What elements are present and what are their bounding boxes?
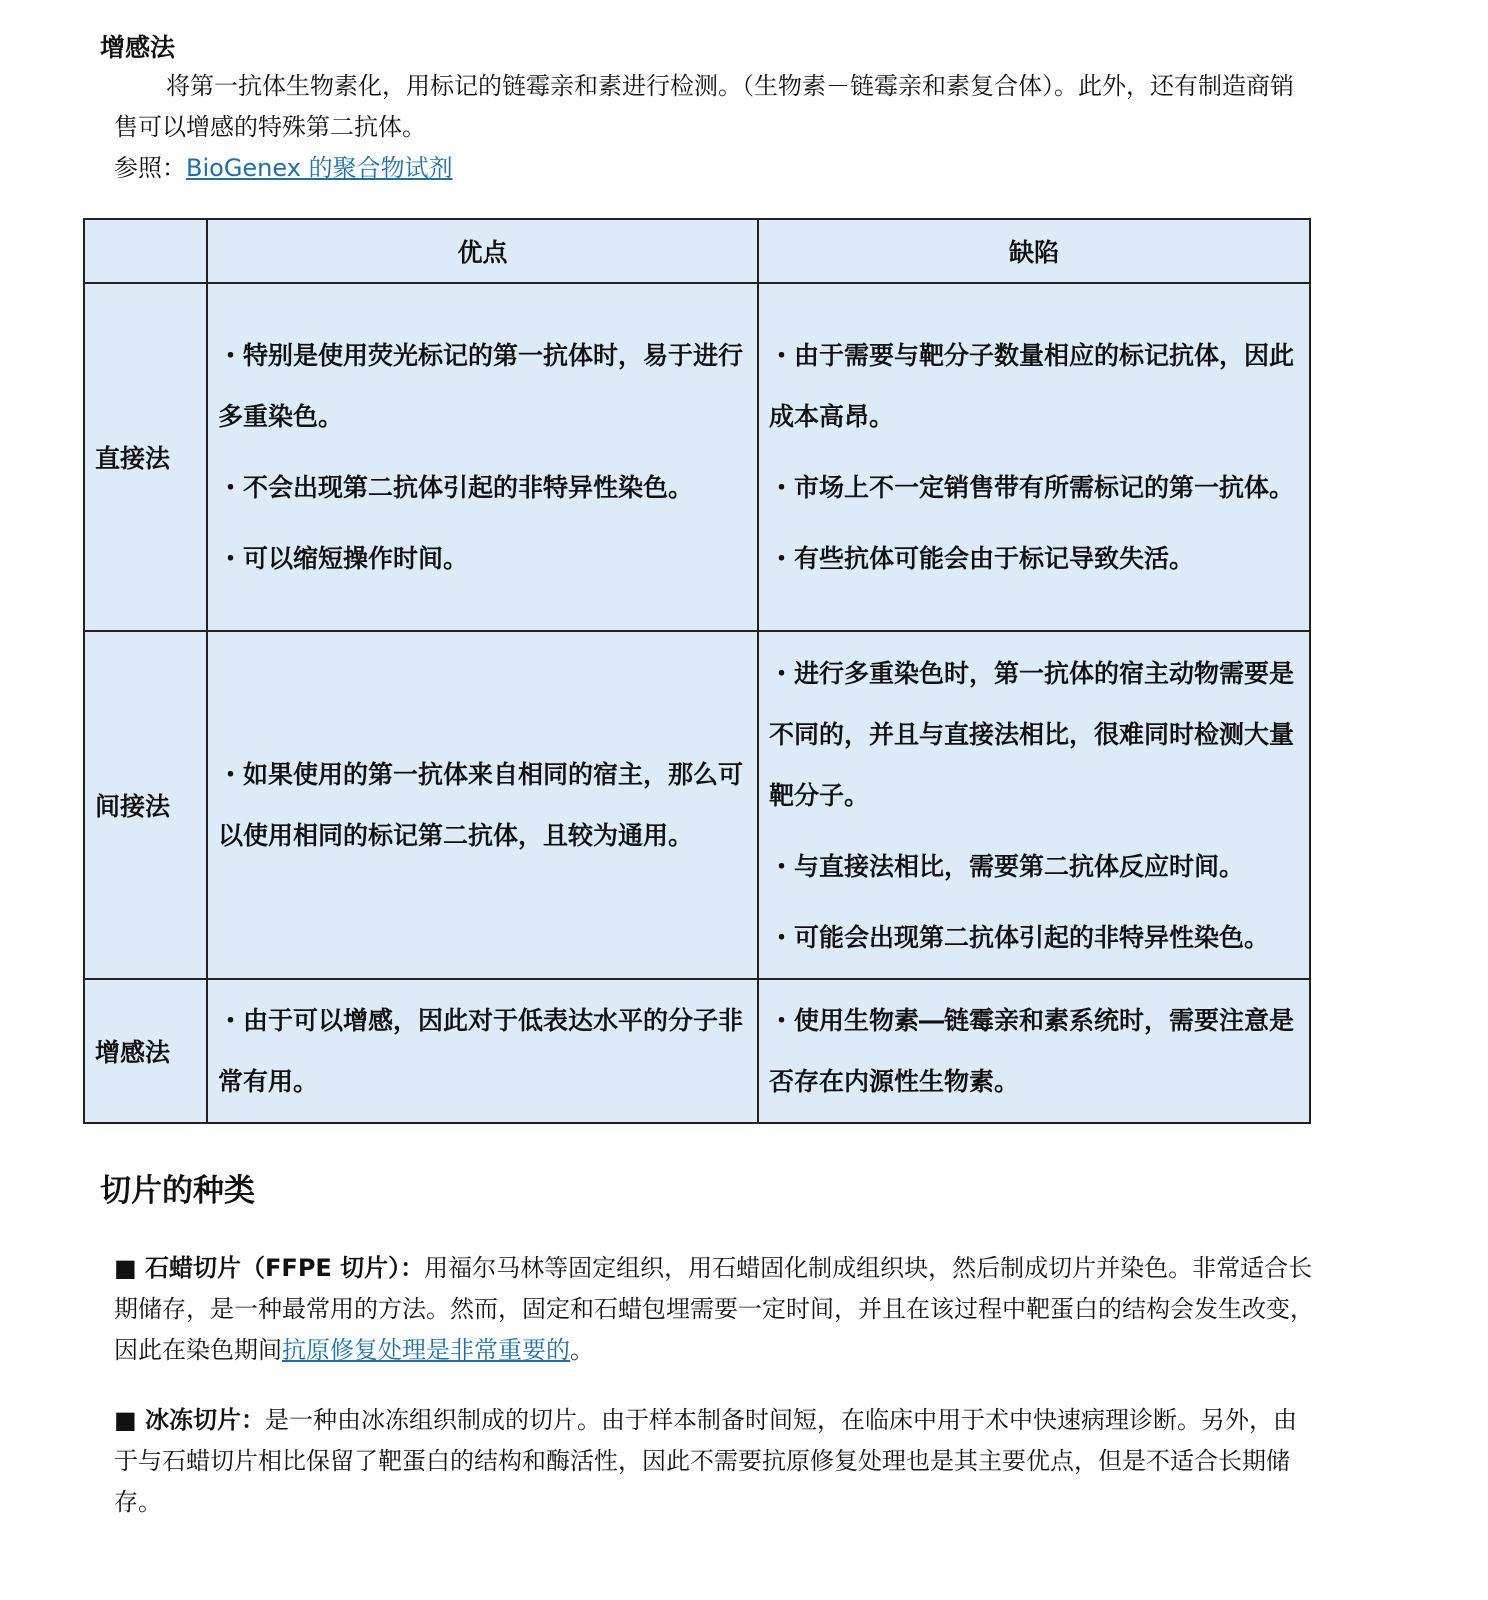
ffpe-term: ■ 石蜡切片（FFPE 切片）： <box>114 1254 425 1282</box>
heading-enhance-method: 增感法 <box>100 33 176 62</box>
list-item: ・进行多重染色时，第一抗体的宿主动物需要是不同的，并且与直接法相比，很难同时检测大量靶分子。 <box>769 658 1295 810</box>
comparison-table <box>83 218 1311 1124</box>
direct-advantages <box>207 283 758 631</box>
direct-disadvantages <box>758 283 1310 631</box>
intro-paragraph: 将第一抗体生物素化，用标记的链霉亲和素进行检测。（生物素－链霉亲和素复合体）。此外，还有制造商销售可以增感的特殊第二抗体。 <box>114 72 1294 141</box>
table-header-row <box>84 219 1310 283</box>
list-item: ・有些抗体可能会由于标记导致失活。 <box>769 544 1195 573</box>
list-item: ・可以缩短操作时间。 <box>218 544 469 573</box>
enhance-advantages <box>207 979 758 1123</box>
list-item: ・不会出现第二抗体引起的非特异性染色。 <box>218 473 694 502</box>
antigen-retrieval-link[interactable]: 抗原修复处理是非常重要的 <box>282 1336 570 1364</box>
list-item: ・与直接法相比，需要第二抗体反应时间。 <box>769 851 1245 881</box>
table-row-enhance <box>84 979 1310 1123</box>
reference-line <box>114 148 453 188</box>
header-advantages: 优点 <box>207 219 758 283</box>
reference-prefix: 参照： <box>114 154 186 182</box>
table-row-indirect <box>84 631 1310 979</box>
list-item: ・由于需要与靶分子数量相应的标记抗体，因此成本高昂。 <box>769 341 1295 431</box>
indirect-disadvantages <box>758 631 1310 979</box>
method-direct: 直接法 <box>84 283 207 631</box>
ffpe-paragraph <box>114 1248 1314 1371</box>
list-item: ・使用生物素―链霉亲和素系统时，需要注意是否存在内源性生物素。 <box>769 1006 1295 1096</box>
frozen-paragraph <box>114 1400 1314 1523</box>
ffpe-text: 用福尔马林等固定组织，用石蜡固化制成组织块，然后制成切片并染色。非常适合长期储存，是一种最常用的方法。然而，固定和石蜡包埋需要一定时间，并且在该过程中靶蛋白的结构会发生改变，因此在染色期间 <box>114 1254 1314 1364</box>
list-item: ・市场上不一定销售带有所需标记的第一抗体。 <box>769 473 1295 502</box>
enhance-disadvantages <box>758 979 1310 1123</box>
method-enhance: 增感法 <box>84 979 207 1123</box>
table-row-direct <box>84 283 1310 631</box>
list-item: ・如果使用的第一抗体来自相同的宿主，那么可以使用相同的标记第二抗体，且较为通用。 <box>218 760 744 850</box>
list-item: ・特别是使用荧光标记的第一抗体时，易于进行多重染色。 <box>218 341 744 431</box>
method-indirect: 间接法 <box>84 631 207 979</box>
list-item: ・由于可以增感，因此对于低表达水平的分子非常有用。 <box>218 1006 744 1096</box>
frozen-term: ■ 冰冻切片： <box>114 1406 266 1434</box>
indirect-advantages <box>207 631 758 979</box>
list-item: ・可能会出现第二抗体引起的非特异性染色。 <box>769 922 1270 952</box>
frozen-text: 是一种由冰冻组织制成的切片。由于样本制备时间短，在临床中用于术中快速病理诊断。另外，由于与石蜡切片相比保留了靶蛋白的结构和酶活性，因此不需要抗原修复处理也是其主要优点，但是不适合长期储存。 <box>114 1406 1298 1516</box>
header-blank <box>84 219 207 283</box>
ffpe-suffix: 。 <box>570 1336 594 1364</box>
header-disadvantages: 缺陷 <box>758 219 1310 283</box>
biogenex-polymer-link[interactable]: BioGenex 的聚合物试剂 <box>186 154 453 182</box>
section-title-slice-types: 切片的种类 <box>100 1173 255 1209</box>
